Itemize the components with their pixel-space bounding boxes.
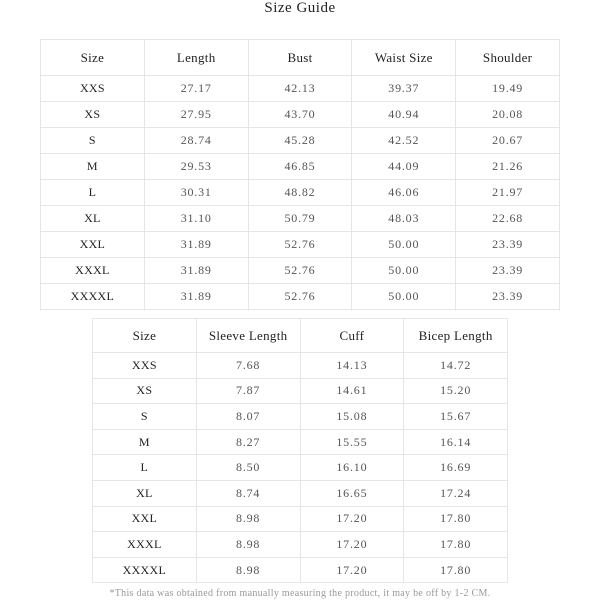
- value-cell: 43.70: [248, 102, 352, 128]
- value-cell: 52.76: [248, 232, 352, 258]
- table-row: [41, 232, 560, 258]
- table-row: [41, 154, 560, 180]
- table-row: [41, 76, 560, 102]
- value-cell: 15.55: [300, 429, 404, 455]
- value-cell: 14.61: [300, 378, 404, 404]
- table-header-row: [93, 319, 508, 353]
- value-cell: 20.67: [456, 128, 560, 154]
- table-row: [93, 353, 508, 379]
- value-cell: 45.28: [248, 128, 352, 154]
- table-row: [93, 429, 508, 455]
- size-cell: L: [93, 455, 197, 481]
- table-header-row: [41, 40, 560, 76]
- value-cell: 17.80: [404, 506, 508, 532]
- value-cell: 29.53: [144, 154, 248, 180]
- value-cell: 17.20: [300, 506, 404, 532]
- value-cell: 27.17: [144, 76, 248, 102]
- value-cell: 28.74: [144, 128, 248, 154]
- value-cell: 31.89: [144, 258, 248, 284]
- size-cell: XS: [41, 102, 145, 128]
- value-cell: 15.67: [404, 404, 508, 430]
- value-cell: 7.68: [196, 353, 300, 379]
- value-cell: 50.00: [352, 258, 456, 284]
- column-header: Waist Size: [352, 40, 456, 76]
- value-cell: 15.08: [300, 404, 404, 430]
- value-cell: 50.79: [248, 206, 352, 232]
- value-cell: 15.20: [404, 378, 508, 404]
- size-table-body: [40, 39, 560, 310]
- table-row: [41, 206, 560, 232]
- size-cell: XXL: [93, 506, 197, 532]
- size-cell: M: [41, 154, 145, 180]
- size-cell: XXXXL: [93, 557, 197, 583]
- value-cell: 8.27: [196, 429, 300, 455]
- value-cell: 8.98: [196, 557, 300, 583]
- column-header: Sleeve Length: [196, 319, 300, 353]
- value-cell: 17.20: [300, 532, 404, 558]
- value-cell: 17.24: [404, 480, 508, 506]
- value-cell: 17.80: [404, 532, 508, 558]
- table-row: [41, 180, 560, 206]
- size-cell: XXXL: [41, 258, 145, 284]
- value-cell: 23.39: [456, 232, 560, 258]
- column-header: Shoulder: [456, 40, 560, 76]
- value-cell: 16.69: [404, 455, 508, 481]
- value-cell: 19.49: [456, 76, 560, 102]
- size-cell: XL: [41, 206, 145, 232]
- size-cell: XL: [93, 480, 197, 506]
- column-header: Size: [41, 40, 145, 76]
- value-cell: 31.89: [144, 284, 248, 310]
- table-row: [41, 128, 560, 154]
- value-cell: 46.06: [352, 180, 456, 206]
- size-cell: XXS: [41, 76, 145, 102]
- table-row: [93, 506, 508, 532]
- value-cell: 14.13: [300, 353, 404, 379]
- size-cell: S: [93, 404, 197, 430]
- size-cell: XXXXL: [41, 284, 145, 310]
- value-cell: 42.52: [352, 128, 456, 154]
- table-row: [93, 378, 508, 404]
- value-cell: 8.74: [196, 480, 300, 506]
- value-cell: 17.20: [300, 557, 404, 583]
- column-header: Bust: [248, 40, 352, 76]
- value-cell: 21.26: [456, 154, 560, 180]
- value-cell: 8.50: [196, 455, 300, 481]
- value-cell: 52.76: [248, 258, 352, 284]
- column-header: Bicep Length: [404, 319, 508, 353]
- table-row: [41, 258, 560, 284]
- size-cell: XXS: [93, 353, 197, 379]
- value-cell: 50.00: [352, 284, 456, 310]
- table-row: [93, 480, 508, 506]
- value-cell: 48.03: [352, 206, 456, 232]
- value-cell: 39.37: [352, 76, 456, 102]
- value-cell: 16.10: [300, 455, 404, 481]
- value-cell: 27.95: [144, 102, 248, 128]
- value-cell: 42.13: [248, 76, 352, 102]
- size-cell: M: [93, 429, 197, 455]
- value-cell: 16.14: [404, 429, 508, 455]
- size-cell: XXL: [41, 232, 145, 258]
- value-cell: 21.97: [456, 180, 560, 206]
- size-cell: XXXL: [93, 532, 197, 558]
- table-row: [41, 284, 560, 310]
- value-cell: 30.31: [144, 180, 248, 206]
- value-cell: 52.76: [248, 284, 352, 310]
- table-row: [93, 404, 508, 430]
- value-cell: 44.09: [352, 154, 456, 180]
- column-header: Cuff: [300, 319, 404, 353]
- value-cell: 48.82: [248, 180, 352, 206]
- value-cell: 16.65: [300, 480, 404, 506]
- table-row: [93, 532, 508, 558]
- value-cell: 22.68: [456, 206, 560, 232]
- value-cell: 40.94: [352, 102, 456, 128]
- value-cell: 14.72: [404, 353, 508, 379]
- value-cell: 8.07: [196, 404, 300, 430]
- size-cell: L: [41, 180, 145, 206]
- size-cell: S: [41, 128, 145, 154]
- size-table-sleeve: [92, 318, 508, 583]
- measurement-note: *This data was obtained from manually measuring the product, it may be off by 1-2 CM.: [109, 588, 491, 599]
- table-row: [93, 557, 508, 583]
- column-header: Size: [93, 319, 197, 353]
- value-cell: 31.10: [144, 206, 248, 232]
- value-cell: 8.98: [196, 506, 300, 532]
- value-cell: 23.39: [456, 284, 560, 310]
- value-cell: 46.85: [248, 154, 352, 180]
- value-cell: 50.00: [352, 232, 456, 258]
- value-cell: 17.80: [404, 557, 508, 583]
- value-cell: 23.39: [456, 258, 560, 284]
- value-cell: 20.08: [456, 102, 560, 128]
- table-row: [41, 102, 560, 128]
- page-title: Size Guide: [264, 0, 336, 16]
- value-cell: 7.87: [196, 378, 300, 404]
- table-row: [93, 455, 508, 481]
- column-header: Length: [144, 40, 248, 76]
- value-cell: 8.98: [196, 532, 300, 558]
- value-cell: 31.89: [144, 232, 248, 258]
- size-cell: XS: [93, 378, 197, 404]
